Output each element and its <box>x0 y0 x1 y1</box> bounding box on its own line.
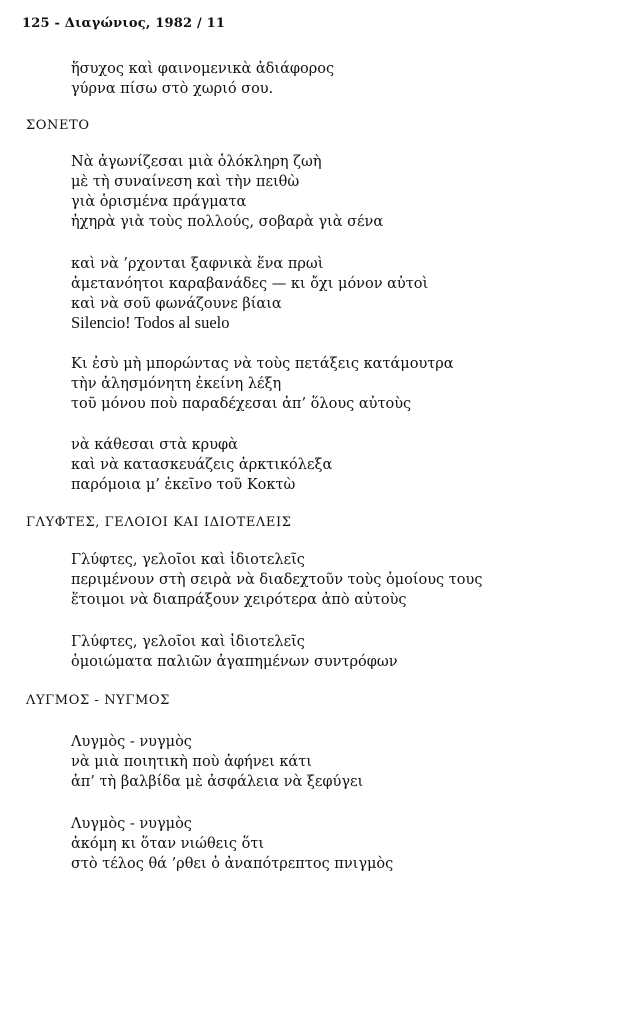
poem-title: ΓΛΥΦΤΕΣ, ΓΕΛΟΙΟΙ ΚΑΙ ΙΔΙΟΤΕΛΕΙΣ <box>26 515 292 530</box>
poem-title: ΣΟΝΕΤΟ <box>26 118 90 133</box>
poem-line: ἥσυχος καὶ φαινομενικὰ ἀδιάφορος <box>71 61 335 77</box>
poem-line: καὶ νὰ κατασκευάζεις ἀρκτικόλεξα <box>71 457 333 473</box>
poem-line: μὲ τὴ συναίνεση καὶ τὴν πειθὼ <box>71 174 300 190</box>
poem-line: στὸ τέλος θά ’ρθει ὁ ἀναπότρεπτος πνιγμὸς <box>71 856 394 872</box>
page-header: 125 - Διαγώνιος, 1982 / 11 <box>22 16 226 31</box>
poem-line: ἀκόμη κι ὅταν νιώθεις ὅτι <box>71 836 265 852</box>
poem-line: καὶ νὰ σοῦ φωνάζουνε βίαια <box>71 296 282 312</box>
poem-line: ἠχηρὰ γιὰ τοὺς πολλούς, σοβαρὰ γιὰ σένα <box>71 214 384 230</box>
poem-line: ὁμοιώματα παλιῶν ἀγαπημένων συντρόφων <box>71 654 398 670</box>
poem-line: γιὰ ὁρισμένα πράγματα <box>71 194 247 210</box>
poem-line: Νὰ ἀγωνίζεσαι μιὰ ὁλόκληρη ζωὴ <box>71 154 322 170</box>
poem-title: ΛΥΓΜΟΣ - ΝΥΓΜΟΣ <box>26 693 170 708</box>
poem-line: τοῦ μόνου ποὺ παραδέχεσαι ἀπ’ ὅλους αὐτοὺς <box>71 396 412 412</box>
poem-line: Silencio! Todos al suelo <box>71 313 230 332</box>
poem-line: καὶ νὰ ’ρχονται ξαφνικὰ ἕνα πρωὶ <box>71 256 324 272</box>
poem-line: νὰ κάθεσαι στὰ κρυφὰ <box>71 437 238 453</box>
poem-line: γύρνα πίσω στὸ χωριό σου. <box>71 81 274 97</box>
poem-line: Λυγμὸς - νυγμὸς <box>71 816 192 832</box>
poem-line: Κι ἐσὺ μὴ μπορώντας νὰ τοὺς πετάξεις κατάμουτρα <box>71 356 454 372</box>
poem-line: ἕτοιμοι νὰ διαπράξουν χειρότερα ἀπὸ αὐτοὺς <box>71 592 407 608</box>
poem-line: τὴν ἀλησμόνητη ἐκείνη λέξη <box>71 376 282 392</box>
poem-line: ἀμετανόητοι καραβανάδες — κι ὄχι μόνον αὐτοὶ <box>71 276 429 292</box>
poem-line: νὰ μιὰ ποιητικὴ ποὺ ἀφήνει κάτι <box>71 754 312 770</box>
poem-line: περιμένουν στὴ σειρὰ νὰ διαδεχτοῦν τοὺς ὁμοίους τους <box>71 572 483 588</box>
poem-line: Λυγμὸς - νυγμὸς <box>71 734 192 750</box>
poem-line: Γλύφτες, γελοῖοι καὶ ἰδιοτελεῖς <box>71 634 305 650</box>
poem-line: παρόμοια μ’ ἐκεῖνο τοῦ Κοκτὼ <box>71 477 296 493</box>
poem-line: ἀπ’ τὴ βαλβίδα μὲ ἀσφάλεια νὰ ξεφύγει <box>71 774 364 790</box>
poem-line: Γλύφτες, γελοῖοι καὶ ἰδιοτελεῖς <box>71 552 305 568</box>
